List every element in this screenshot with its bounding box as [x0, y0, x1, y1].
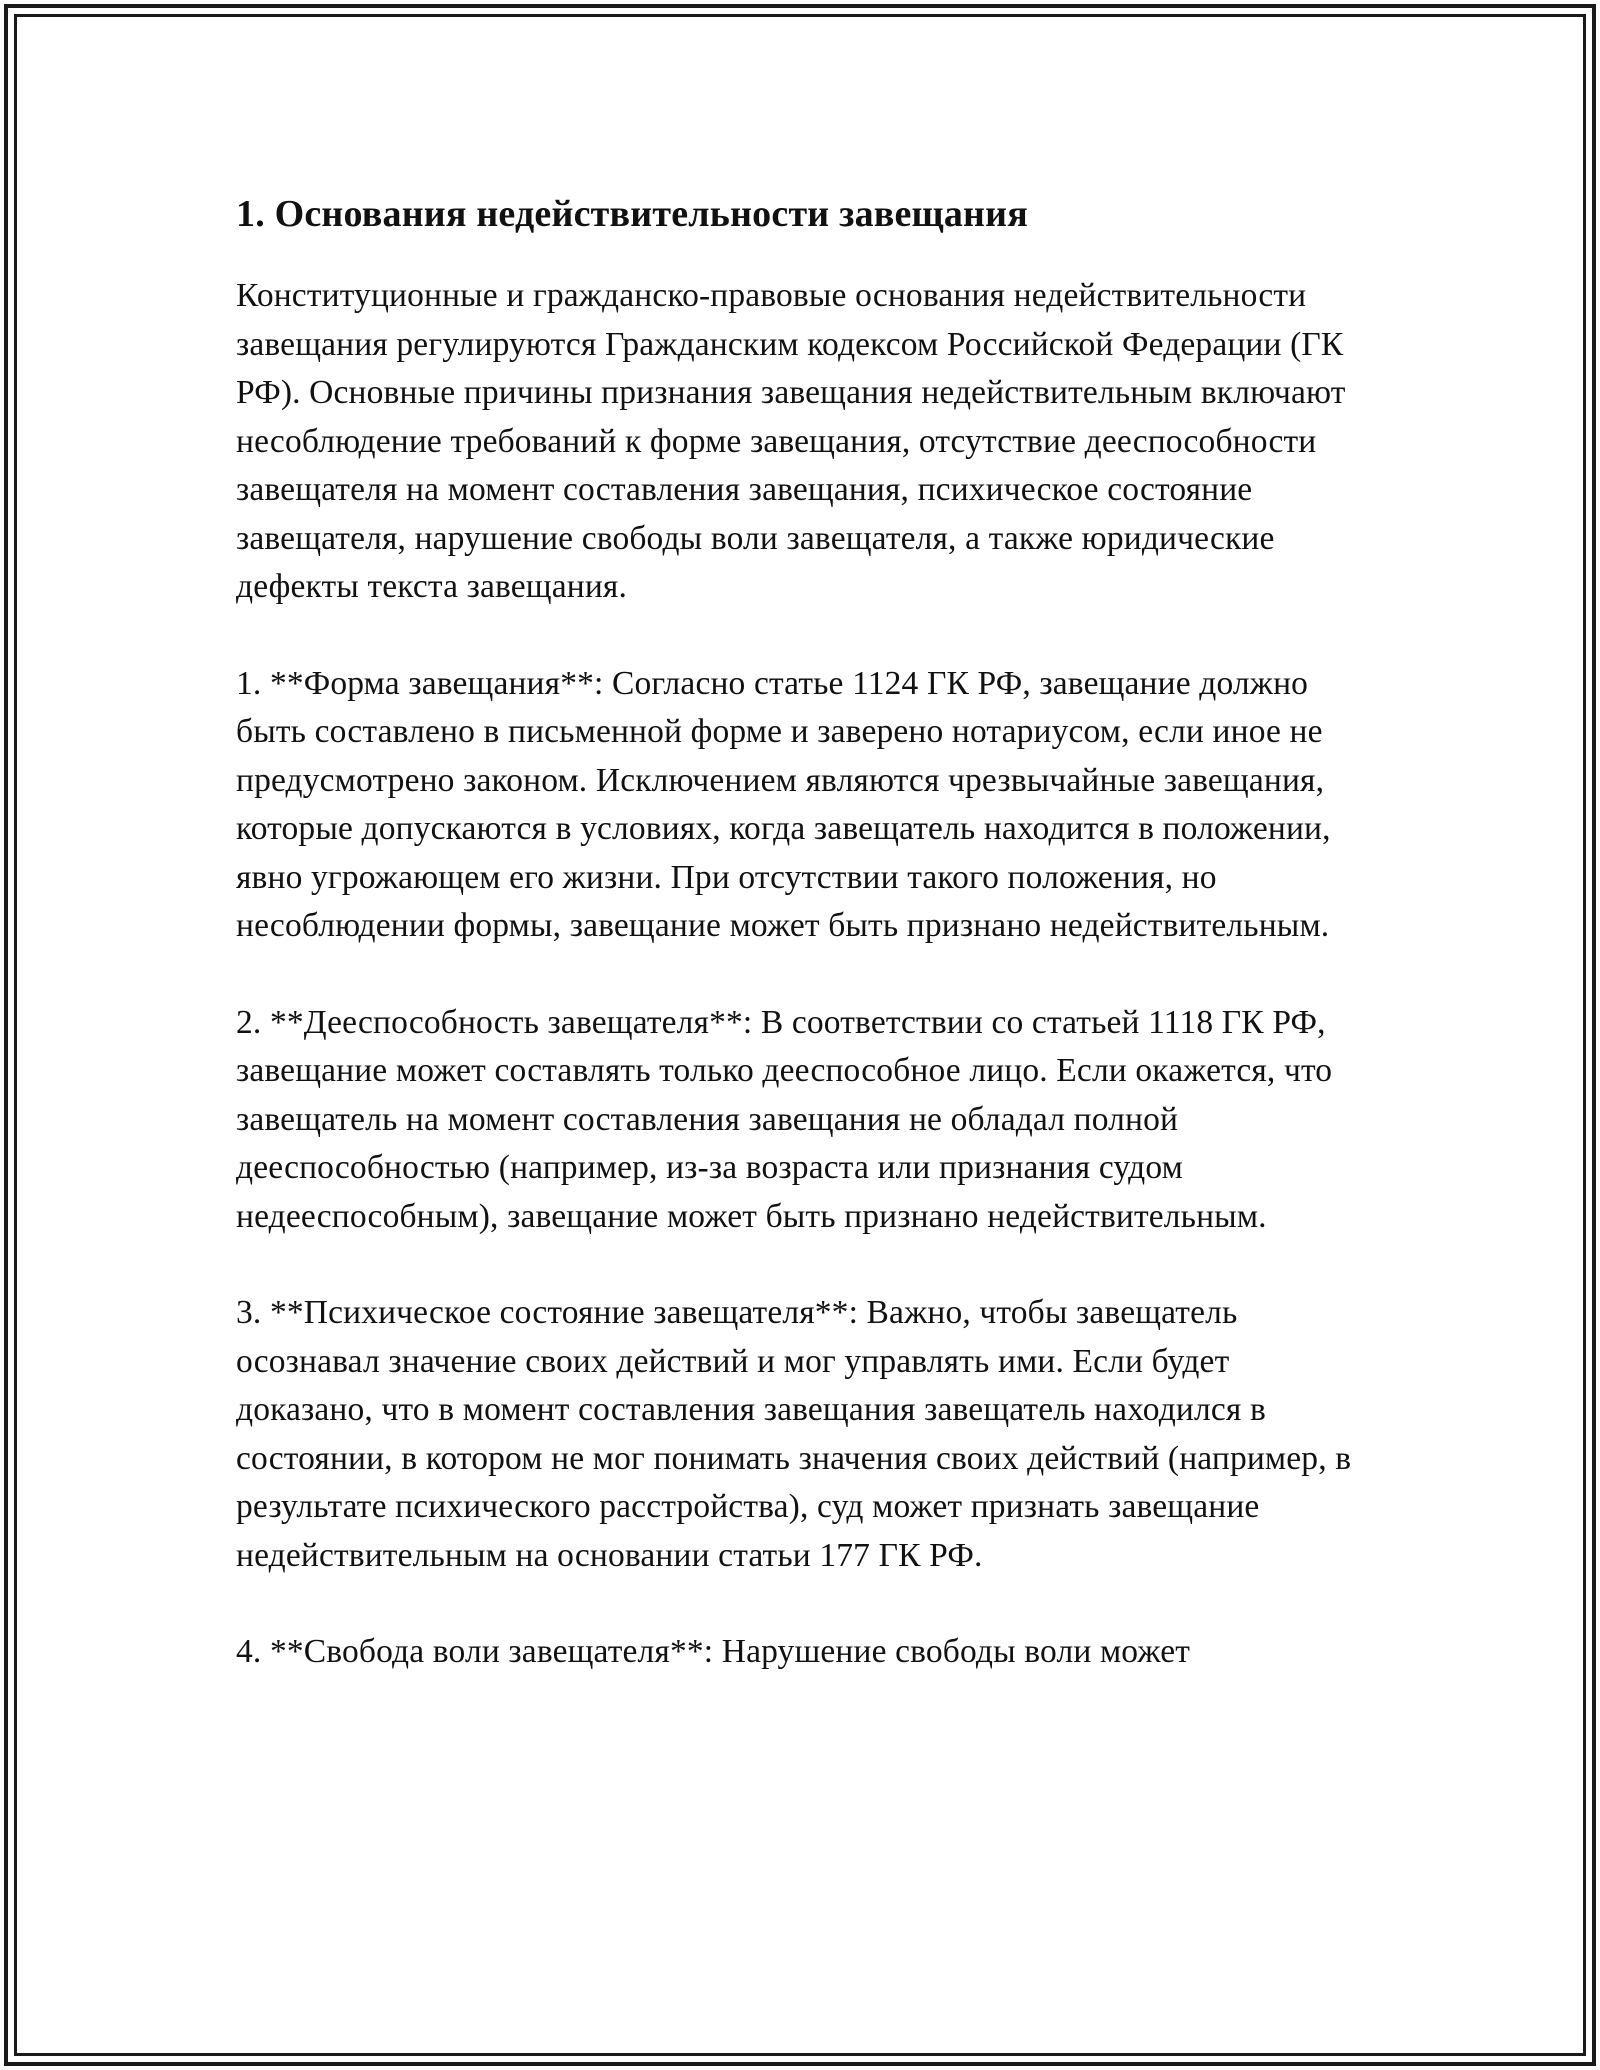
paragraph-form: 1. **Форма завещания**: Согласно статье 1124 ГК РФ, завещание должно быть составлено в письменной форме и заверено нотариусом, если иное не предусмотрено законом. Исключением являются чрезвычайные завещания, которые допускаются в условиях, когда завещатель находится в положении, явно угрожающем его жизни. При отсутствии такого положения, но несоблюдении формы, завещание может быть признано недействительным. — [236, 664, 1331, 944]
paragraph-mental-state: 3. **Психическое состояние завещателя**: Важно, чтобы завещатель осознавал значение своих действий и мог управлять ими. Если будет доказано, что в момент составления завещания завещатель находился в состоянии, в котором не мог понимать значения своих действий (например, в результате психического расстройства), суд может признать завещание недействительным на основании статьи 177 ГК РФ. — [236, 1294, 1352, 1574]
intro-paragraph: Конституционные и гражданско-правовые основания недействительности завещания регулируются Гражданским кодексом Российской Федерации (ГК РФ). Основные причины признания завещания недействительным включают несоблюдение требований к форме завещания, отсутствие дееспособности завещателя на момент составления завещания, психическое состояние завещателя, нарушение свободы воли завещателя, а также юридические дефекты текста завещания. — [236, 277, 1346, 605]
paragraph-capacity: 2. **Дееспособность завещателя**: В соответствии со статьей 1118 ГК РФ, завещание может составлять только дееспособное лицо. Если окажется, что завещатель на момент составления завещания не обладал полной дееспособностью (например, из-за возраста или признания судом недееспособным), завещание может быть признано недействительным. — [236, 1003, 1333, 1235]
section-heading: 1. Основания недействительности завещания — [236, 193, 1028, 235]
document-body — [236, 184, 1366, 1725]
paragraph-free-will: 4. **Свобода воли завещателя**: Нарушение свободы воли может — [236, 1633, 1191, 1670]
